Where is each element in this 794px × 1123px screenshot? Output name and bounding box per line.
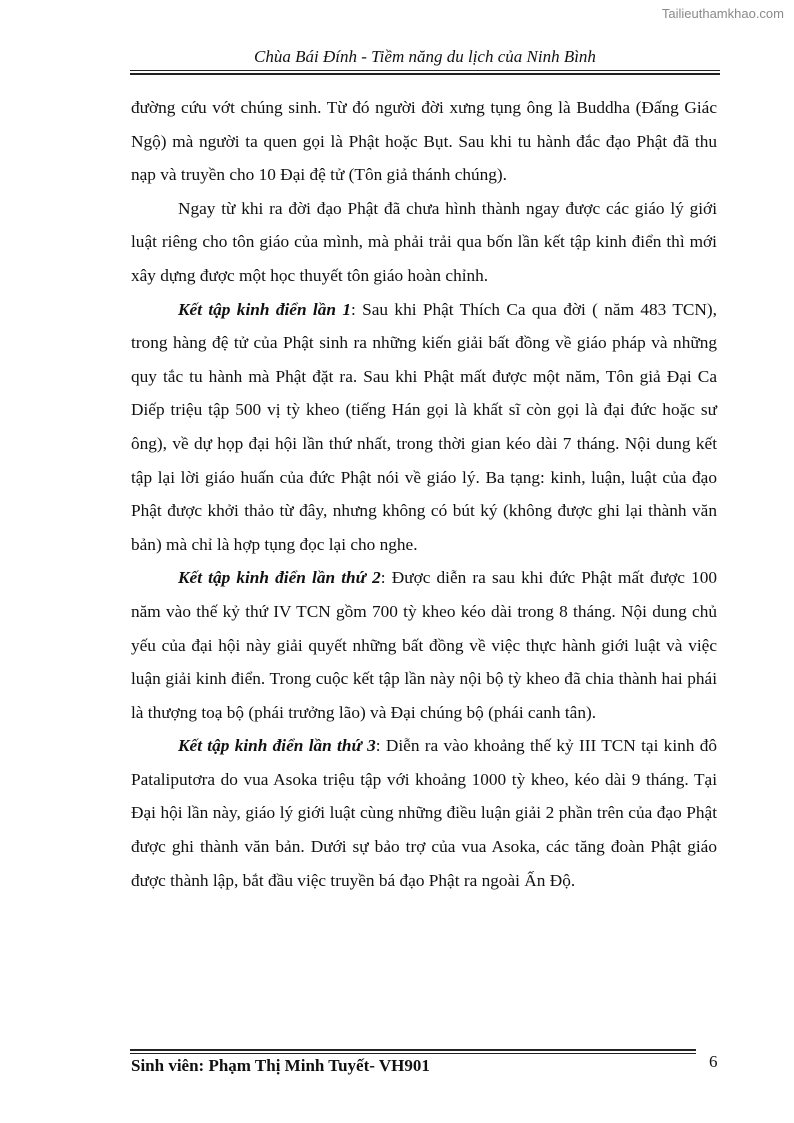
paragraph-council-3: Kết tập kinh điển lần thứ 3: Diễn ra vào khoảng thế kỷ III TCN tại kinh đô Pataliputơra do vua Asoka triệu tập với khoảng 1000 tỳ kheo, kéo dài 9 tháng. Tại Đại hội lần này, giáo lý giới luật cùng những điều luận giải 2 phần trên của đạo Phật được ghi thành văn bản. Dưới sự bảo trợ của vua Asoka, các tăng đoàn Phật giáo được thành lập, bắt đầu việc truyền bá đạo Phật ra ngoài Ấn Độ. (131, 736, 717, 890)
paragraph-intro: Ngay từ khi ra đời đạo Phật đã chưa hình thành ngay được các giáo lý giới luật riêng cho tôn giáo của mình, mà phải trải qua bốn lần kết tập kinh điển thì mới xây dựng được một học thuyết tôn giáo hoàn chỉnh. (131, 198, 717, 285)
paragraph-council-2: Kết tập kinh điển lần thứ 2: Được diễn ra sau khi đức Phật mất được 100 năm vào thế kỷ thứ IV TCN gồm 700 tỳ kheo kéo dài trong 8 tháng. Nội dung chủ yếu của đại hội này giải quyết những bất đồng về việc thực hành giới luật và việc luận giải kinh điển. Trong cuộc kết tập lần này nội bộ tỳ kheo đã chia thành hai phái là thượng toạ bộ (phái trưởng lão) và Đại chúng bộ (phái canh tân). (131, 568, 717, 722)
watermark: Tailieuthamkhao.com (661, 6, 784, 21)
body-text (131, 91, 717, 897)
paragraph-lead: Kết tập kinh điển lần 1 (178, 299, 351, 319)
page-header-title: Chùa Bái Đính - Tiềm năng du lịch của Ninh Bình (254, 47, 596, 66)
paragraph-continuation: đường cứu vớt chúng sinh. Từ đó người đời xưng tụng ông là Buddha (Đấng Giác Ngộ) mà người ta quen gọi là Phật hoặc Bụt. Sau khi tu hành đắc đạo Phật đã thu nạp và truyền cho 10 Đại đệ tử (Tôn giả thánh chúng). (131, 98, 717, 185)
footer-rule (130, 1049, 696, 1054)
header-rule (130, 70, 720, 75)
paragraph-lead: Kết tập kinh điển lần thứ 2 (178, 568, 381, 588)
paragraph-lead: Kết tập kinh điển lần thứ 3 (178, 736, 376, 756)
page-number: 6 (709, 1052, 718, 1071)
footer-student-name: Sinh viên: Phạm Thị Minh Tuyết- VH901 (131, 1056, 430, 1075)
paragraph-council-1: Kết tập kinh điển lần 1: Sau khi Phật Thích Ca qua đời ( năm 483 TCN), trong hàng đệ tử của Phật sinh ra những kiến giải bất đồng về giáo pháp và những quy tắc tu hành mà Phật đặt ra. Sau khi Phật mất được một năm, Tôn giả Đại Ca Diếp triệu tập 500 vị tỳ kheo (tiếng Hán gọi là khất sĩ còn gọi là đại đức hoặc sư ông), về dự họp đại hội lần thứ nhất, trong thời gian kéo dài 7 tháng. Nội dung kết tập lại lời giáo huấn của đức Phật nói về giáo lý. Ba tạng: kinh, luận, luật của đạo Phật được khởi thảo từ đây, nhưng không có bút ký (không được ghi lại thành văn bản) mà chỉ là hợp tụng đọc lại cho nghe. (131, 299, 717, 554)
